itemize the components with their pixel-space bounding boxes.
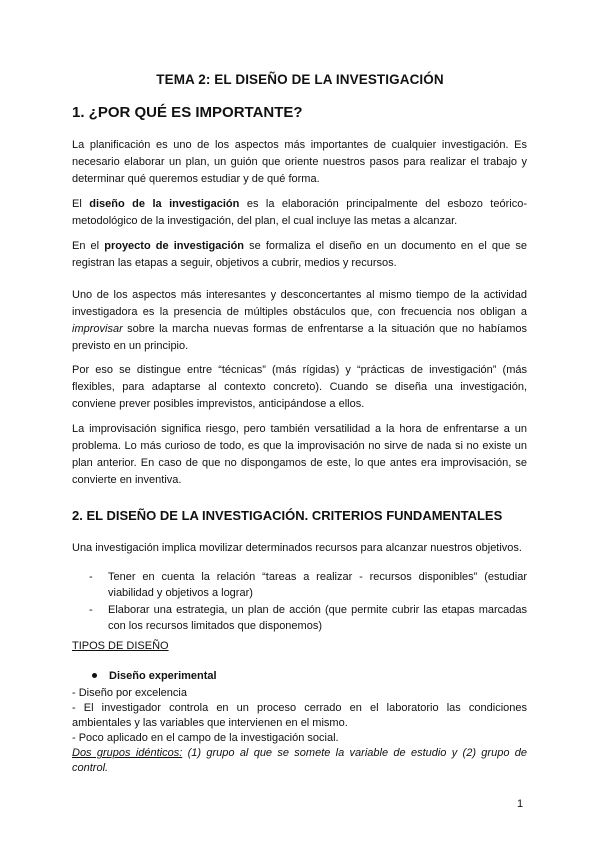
section-1-heading: 1. ¿POR QUÉ ES IMPORTANTE? bbox=[72, 104, 303, 121]
bold-term-proyecto: proyecto de investigación bbox=[104, 240, 245, 252]
italic-text: (1) grupo al que se somete la variable de estudio y (2) grupo de control. bbox=[72, 747, 527, 774]
paragraph-intro-recursos: Una investigación implica movilizar determinados recursos para alcanzar nuestros objetivos. bbox=[72, 542, 522, 554]
paragraph-obstaculos bbox=[72, 287, 527, 355]
section-2-heading: 2. EL DISEÑO DE LA INVESTIGACIÓN. CRITERIOS FUNDAMENTALES bbox=[72, 508, 503, 523]
underlined-italic-text: Dos grupos idénticos: bbox=[72, 747, 183, 759]
text-span: se formaliza el diseño en un documento en el que se registran las etapas a seguir, objetivos a cubrir, medios y recursos. bbox=[72, 240, 527, 269]
text-span: es la elaboración principalmente del esbozo teórico-metodológico de la investigación, del plan, el cual incluye las metas a alcanzar. bbox=[72, 198, 527, 227]
list-item-text: Elaborar una estrategia, un plan de acción (que permite cubrir las etapas marcadas con los recursos limitados que disponemos) bbox=[108, 604, 527, 632]
detail-line: - Poco aplicado en el campo de la investigación social. bbox=[72, 732, 339, 744]
italic-term-improvisar: improvisar bbox=[72, 323, 123, 335]
text-span: En el bbox=[72, 240, 105, 252]
bullet-diseno-experimental bbox=[92, 670, 217, 682]
document-title: TEMA 2: EL DISEÑO DE LA INVESTIGACIÓN bbox=[156, 72, 444, 87]
paragraph-proyecto bbox=[72, 238, 527, 272]
paragraph-diseno bbox=[72, 196, 527, 230]
criteria-list bbox=[72, 569, 527, 635]
paragraph-tecnicas: Por eso se distingue entre “técnicas” (más rígidas) y “prácticas de investigación” (más flexibles, para adaptarse al contexto concreto). Cuando se diseña una investigación, conviene prever posibles imprevistos, anticipándose a ellos. bbox=[72, 364, 527, 410]
subheading-tipos-diseno: TIPOS DE DISEÑO bbox=[72, 640, 169, 652]
page-number: 1 bbox=[517, 798, 524, 810]
dash-marker: - bbox=[89, 571, 93, 583]
text-span: Uno de los aspectos más interesantes y desconcertantes al mismo tiempo de la actividad investigadora es la presencia de múltiples obstáculos que, con frecuencia nos obligan a bbox=[72, 289, 527, 318]
list-item-text: Tener en cuenta la relación “tareas a realizar - recursos disponibles” (estudiar viabilidad y objetivos a lograr) bbox=[108, 571, 527, 599]
dash-marker: - bbox=[89, 604, 93, 616]
bullet-title: Diseño experimental bbox=[109, 670, 217, 682]
detail-line: - El investigador controla en un proceso cerrado en el laboratorio las condiciones ambientales y las variables que intervienen en el mismo. bbox=[72, 702, 527, 729]
detail-line-italic bbox=[72, 746, 527, 776]
paragraph-planificacion: La planificación es uno de los aspectos más importantes de cualquier investigación. Es necesario elaborar un plan, un guión que oriente nuestros pasos para realizar el trabajo y determinar qué queremos estudiar y de qué forma. bbox=[72, 139, 527, 185]
list-item bbox=[72, 602, 527, 634]
text-span: sobre la marcha nuevas formas de enfrentarse a la situación que no habíamos previsto en un principio. bbox=[72, 323, 527, 352]
detail-line: - Diseño por excelencia bbox=[72, 687, 187, 699]
experimental-details bbox=[72, 686, 527, 776]
bullet-dot-icon bbox=[92, 673, 97, 678]
paragraph-improvisacion: La improvisación significa riesgo, pero también versatilidad a la hora de enfrentarse a un problema. Lo más curioso de todo, es que la improvisación no sirve de nada si no existe un plan anterior. En caso de que no dispongamos de este, lo que antes era improvisación, se convierte en inventiva. bbox=[72, 423, 527, 486]
bold-term-diseno: diseño de la investigación bbox=[89, 198, 240, 210]
list-item bbox=[72, 569, 527, 601]
text-span: El bbox=[72, 198, 90, 210]
